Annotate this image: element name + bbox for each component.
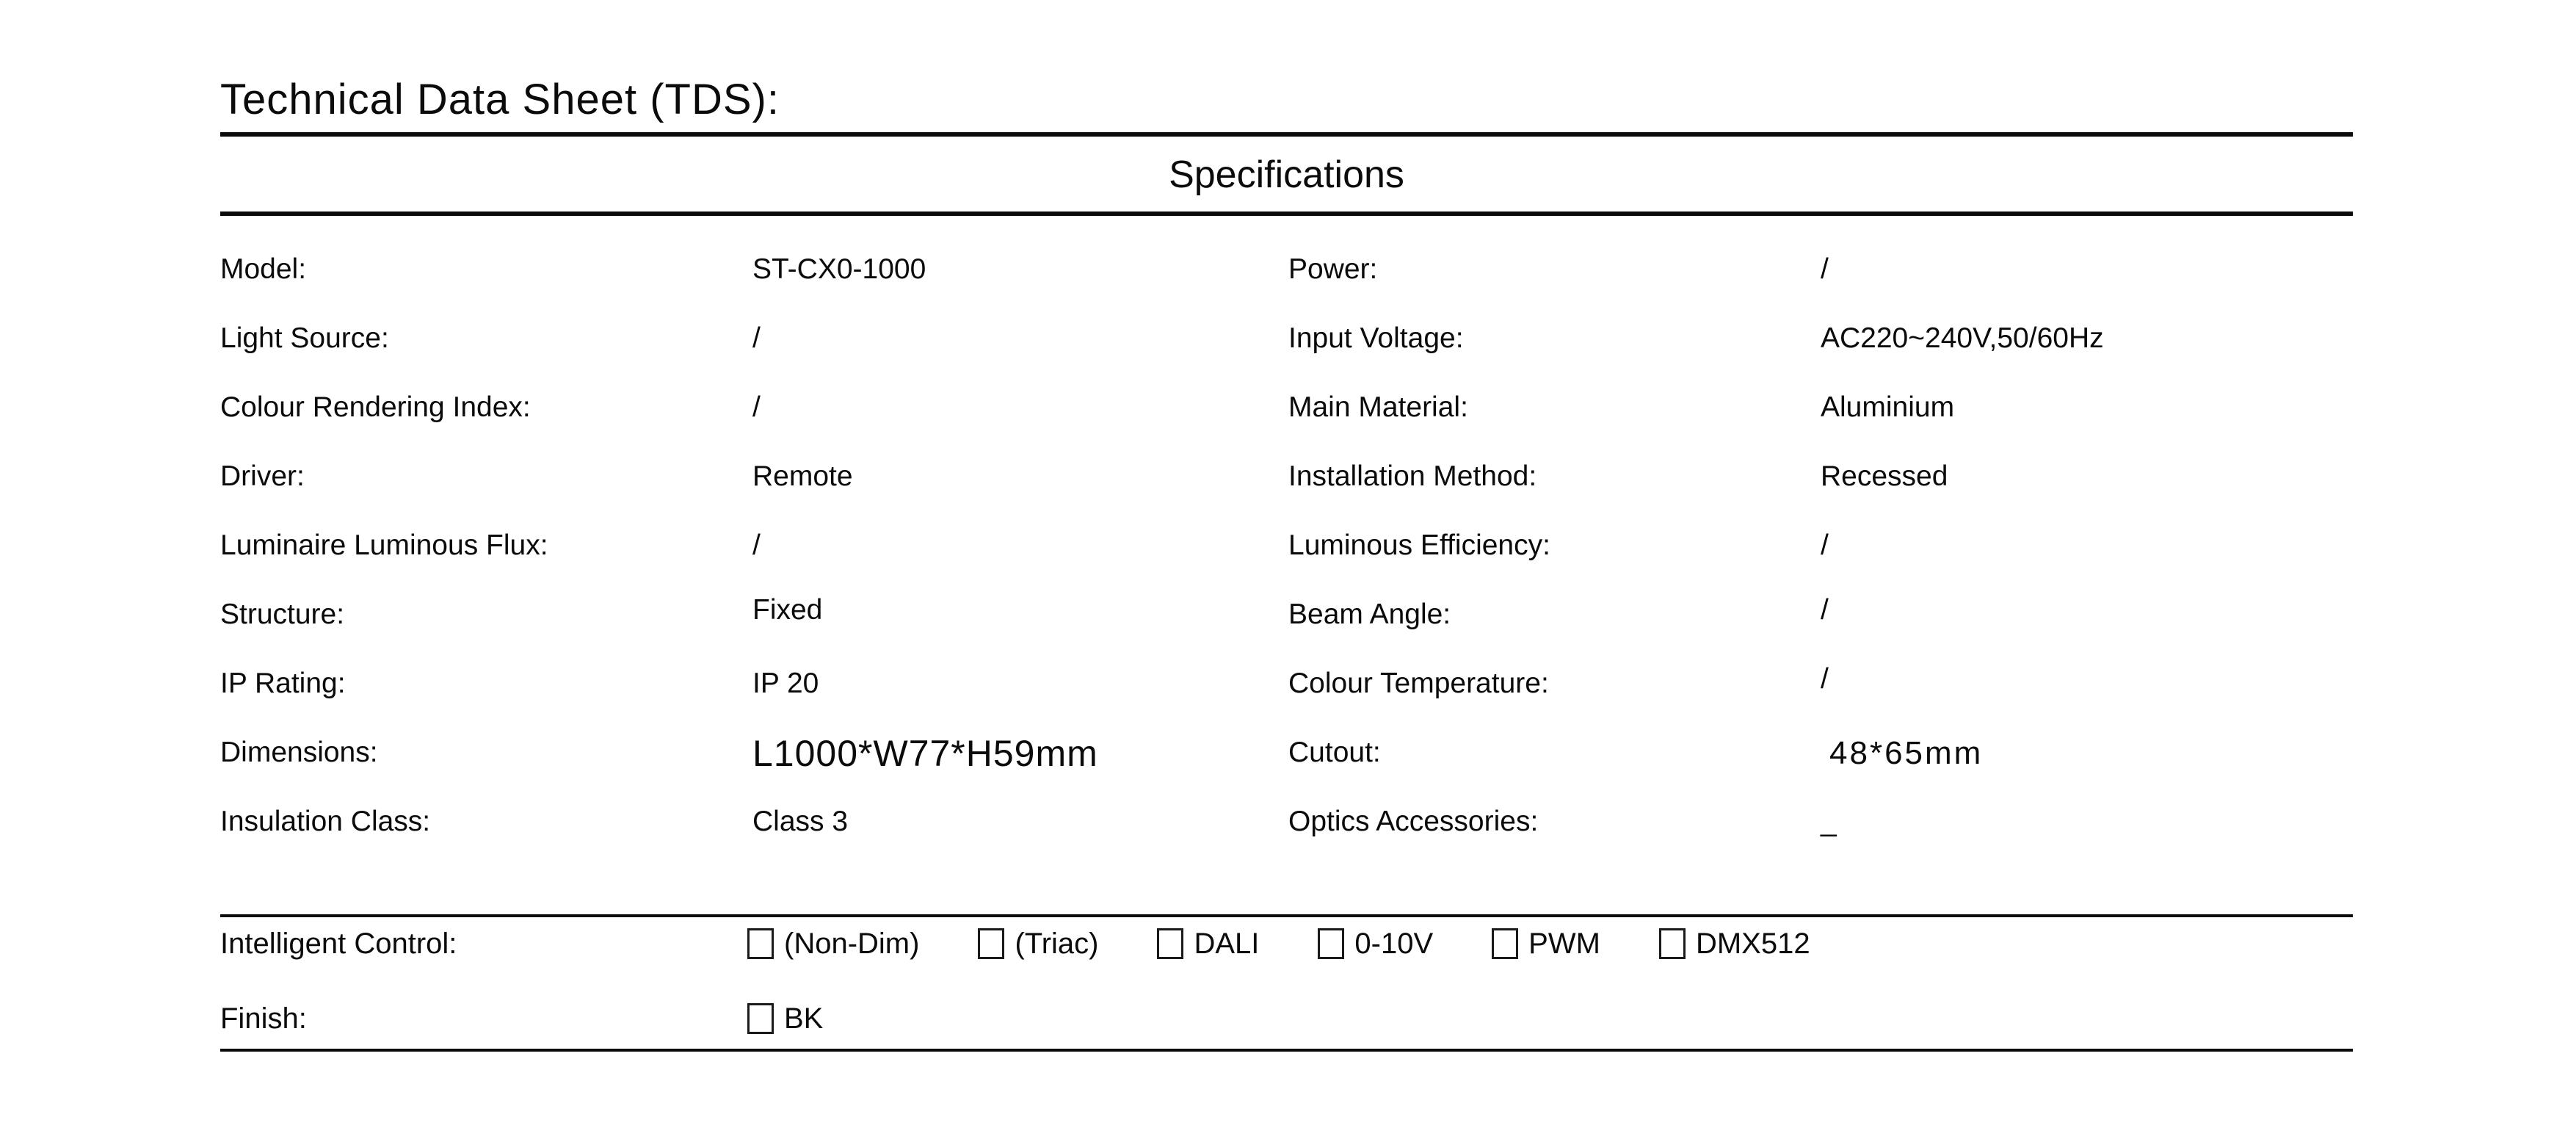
divider-under-header [220, 212, 2353, 216]
value-luminous-efficiency: / [1821, 529, 1829, 561]
option-bk-label: BK [784, 1002, 824, 1035]
option-0-10v-label: 0-10V [1354, 928, 1434, 960]
label-colour-temperature: Colour Temperature: [1288, 668, 1549, 699]
value-colour-rendering-index: / [752, 391, 761, 423]
spec-row-structure-beamangle [220, 588, 2353, 657]
value-cutout: 48*65mm [1829, 735, 1984, 771]
option-dmx512-label: DMX512 [1695, 928, 1810, 960]
value-input-voltage: AC220~240V,50/60Hz [1821, 322, 2104, 354]
checkbox-non-dim[interactable] [747, 928, 774, 959]
checkbox-dmx512[interactable] [1659, 928, 1686, 959]
checkbox-dali[interactable] [1157, 928, 1183, 959]
option-pwm [1492, 924, 1600, 964]
intelligent-control-label: Intelligent Control: [220, 928, 457, 960]
value-optics-accessories: _ [1821, 806, 1837, 837]
finish-label: Finish: [220, 1002, 307, 1035]
checkbox-bk[interactable] [747, 1003, 774, 1034]
spec-row-lightsource-inputvoltage [220, 311, 2353, 380]
option-pwm-label: PWM [1528, 928, 1600, 960]
label-insulation-class: Insulation Class: [220, 806, 431, 837]
value-driver: Remote [752, 460, 853, 492]
spec-row-cri-material [220, 380, 2353, 449]
option-non-dim-label: (Non-Dim) [784, 928, 920, 960]
label-colour-rendering-index: Colour Rendering Index: [220, 391, 531, 423]
value-dimensions: L1000*W77*H59mm [752, 733, 1098, 774]
value-luminaire-luminous-flux: / [752, 529, 761, 561]
label-model: Model: [220, 253, 307, 285]
spec-row-flux-efficiency [220, 518, 2353, 588]
label-beam-angle: Beam Angle: [1288, 599, 1451, 630]
divider-top [220, 132, 2353, 137]
label-driver: Driver: [220, 460, 305, 492]
specifications-table [220, 242, 2353, 864]
spec-row-dimensions-cutout [220, 726, 2353, 795]
value-ip-rating: IP 20 [752, 668, 819, 699]
label-main-material: Main Material: [1288, 391, 1468, 423]
label-input-voltage: Input Voltage: [1288, 322, 1464, 354]
finish-options [747, 999, 823, 1038]
value-insulation-class: Class 3 [752, 806, 849, 837]
label-power: Power: [1288, 253, 1378, 285]
option-bk [747, 999, 823, 1038]
value-beam-angle: / [1821, 594, 1829, 626]
value-light-source: / [752, 322, 761, 354]
value-main-material: Aluminium [1821, 391, 1955, 423]
option-dali-label: DALI [1194, 928, 1260, 960]
specifications-header: Specifications [1169, 153, 1404, 196]
spec-row-insulation-optics [220, 795, 2353, 864]
option-triac-label: (Triac) [1015, 928, 1099, 960]
label-optics-accessories: Optics Accessories: [1288, 806, 1539, 837]
spec-row-iprating-colourtemp [220, 657, 2353, 726]
value-power: / [1821, 253, 1829, 285]
page-title: Technical Data Sheet (TDS): [220, 76, 780, 123]
label-installation-method: Installation Method: [1288, 460, 1537, 492]
spec-row-driver-installation [220, 449, 2353, 518]
intelligent-control-row [220, 924, 2353, 964]
label-light-source: Light Source: [220, 322, 389, 354]
value-colour-temperature: / [1821, 663, 1829, 695]
finish-row [220, 999, 2353, 1038]
label-ip-rating: IP Rating: [220, 668, 346, 699]
intelligent-control-options [747, 924, 1810, 964]
label-dimensions: Dimensions: [220, 737, 378, 768]
checkbox-pwm[interactable] [1492, 928, 1518, 959]
divider-controls-top [220, 914, 2353, 917]
value-structure: Fixed [752, 594, 823, 626]
divider-bottom [220, 1049, 2353, 1052]
label-luminaire-luminous-flux: Luminaire Luminous Flux: [220, 529, 548, 561]
label-structure: Structure: [220, 599, 345, 630]
option-dmx512 [1659, 924, 1810, 964]
value-model: ST-CX0-1000 [752, 253, 926, 285]
checkbox-0-10v[interactable] [1318, 928, 1344, 959]
option-triac [978, 924, 1098, 964]
option-0-10v [1318, 924, 1433, 964]
value-installation-method: Recessed [1821, 460, 1948, 492]
label-luminous-efficiency: Luminous Efficiency: [1288, 529, 1550, 561]
option-non-dim [747, 924, 919, 964]
label-cutout: Cutout: [1288, 737, 1381, 768]
spec-row-model-power [220, 242, 2353, 311]
checkbox-triac[interactable] [978, 928, 1004, 959]
option-dali [1157, 924, 1259, 964]
